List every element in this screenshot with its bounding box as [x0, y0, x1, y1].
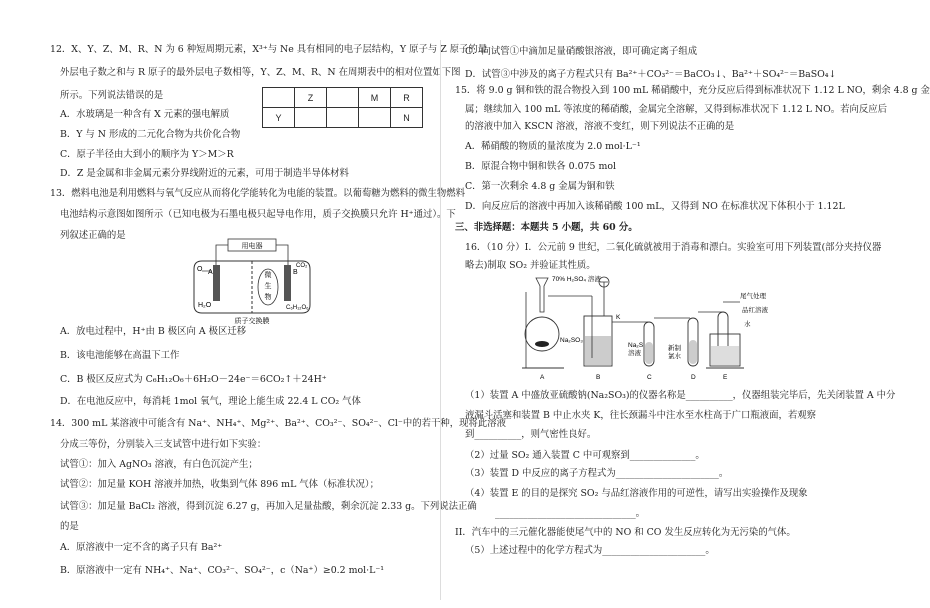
q16-part1-line1: （1）装置 A 中盛放亚硫酸钠(Na₂SO₃)的仪器名称是__________，仪器组装完毕后，先关闭装置 A 中分: [465, 390, 896, 401]
salt-label: Na₂SO₃: [560, 337, 583, 344]
q12-periodic-table: [262, 87, 423, 128]
q12-option-a: A．水玻璃是一种含有 X 元素的强电解质: [60, 109, 230, 120]
table-cell: [327, 108, 359, 128]
q16-part2: （2）过量 SO₂ 通入装置 C 中可观察到______________。: [465, 450, 705, 461]
electrode-b-label: B: [293, 269, 298, 276]
acid-label: 70% H₂SO₄ 溶液: [552, 276, 601, 283]
tube-c-liquid: [645, 342, 653, 364]
q16-part2-heading: II．汽车中的三元催化器能使尾气中的 NO 和 CO 发生反应转化为无污染的气体。: [455, 527, 796, 538]
o2-label: O: [197, 266, 203, 273]
co2-label: CO₂: [296, 263, 308, 269]
q14-stem-line2: 分成三等份，分别装入三支试管中进行如下实验：: [60, 439, 267, 450]
table-cell: Y: [263, 108, 295, 128]
q14-option-c: C．向试管①中滴加足量硝酸银溶液，即可确定离子组成: [465, 46, 698, 57]
q16-stem-line2: 略去)制取 SO₂ 并验证其性质。: [465, 260, 596, 271]
q15-option-a: A．稀硝酸的物质的量浓度为 2.0 mol·L⁻¹: [465, 141, 641, 152]
microbe-label-3: 物: [264, 294, 272, 301]
apparatus-label-a: A: [540, 374, 545, 381]
q12-stem-line3: 所示。下列说法错误的是: [60, 90, 164, 101]
clamp-k-label: K: [616, 314, 621, 321]
q14-option-b: B．原溶液中一定有 NH₄⁺、Na⁺、CO₃²⁻、SO₄²⁻，c（Na⁺）≥0.2 mol·L⁻¹: [60, 565, 385, 576]
electrode-a: [213, 265, 220, 301]
water-label: 水: [744, 321, 751, 328]
q16-part4-line1: （4）装置 E 的目的是探究 SO₂ 与品红溶液作用的可逆性，请写出实验操作及现象: [465, 488, 808, 499]
q12-option-d: D．Z 是金属和非金属元素分界线附近的元素，可用于制造半导体材料: [60, 168, 349, 179]
electrode-b: [284, 265, 291, 301]
fuel-cell-diagram: [188, 237, 318, 325]
na2s-solution-label: 溶液: [628, 350, 641, 357]
glucose-label: C₆H₁₂O₆: [286, 305, 309, 311]
q14-test3: 试管③：加足量 BaCl₂ 溶液，得到沉淀 6.27 g，再加入足量盐酸，剩余沉淀 2.33 g。下列说法正确: [60, 501, 477, 512]
table-cell: M: [359, 88, 391, 108]
chlorine-water-label-2: 氯水: [668, 353, 681, 360]
table-cell: N: [391, 108, 423, 128]
solid-reagent: [535, 341, 549, 347]
q14-test2: 试管②：加足量 KOH 溶液并加热，收集到气体 896 mL 气体（标准状况）；: [60, 479, 379, 490]
q12-stem-line1: 12．X、Y、Z、M、R、N 为 6 种短周期元素，X³⁺与 Ne 具有相同的电子层结构，Y 原子与 Z 原子的最: [50, 44, 488, 55]
table-row: [263, 88, 423, 108]
q16-part1-line2: 液漏斗活塞和装置 B 中止水夹 K，往长颈漏斗中注水至水柱高于广口瓶液面，若观察: [465, 410, 816, 421]
q13-stem-line3: 列叙述正确的是: [60, 230, 126, 241]
q13-stem-line1: 13．燃料电池是利用燃料与氧气反应从而将化学能转化为电能的装置。以葡萄糖为燃料的微生物燃料: [50, 188, 466, 199]
q14-test3-end: 的是: [60, 521, 79, 532]
q15-stem-line2: 属；继续加入 100 mL 等浓度的稀硝酸，金属完全溶解，又得到标准状况下 1.12 L NO。若向反应后: [465, 104, 888, 115]
q16-stem-line1: 16．（10 分）I．公元前 9 世纪，二氧化硫就被用于消毒和漂白。实验室可用下列装置(部分夹持仪器: [465, 242, 882, 253]
q14-test1: 试管①：加入 AgNO₃ 溶液，有白色沉淀产生；: [60, 459, 258, 470]
q13-option-d: D．在电池反应中，每消耗 1mol 氧气，理论上能生成 22.4 L CO₂ 气体: [60, 396, 361, 407]
q13-option-b: B．该电池能够在高温下工作: [60, 350, 180, 361]
wire-right: [276, 245, 288, 265]
apparatus-label-d: D: [691, 374, 696, 381]
apparatus-label-c: C: [647, 374, 652, 381]
q13-stem-line2: 电池结构示意图如图所示（已知电极为石墨电极只起导电作用，质子交换膜只允许 H⁺通过）。下: [60, 209, 456, 220]
q15-option-d: D．向反应后的溶液中再加入该稀硝酸 100 mL，又得到 NO 在标准状况下体积小于 1.12L: [465, 201, 845, 212]
microbe-label-2: 生: [264, 283, 272, 290]
electrode-a-label: A: [208, 269, 213, 276]
beaker-water: [711, 346, 739, 365]
tube-d-liquid: [689, 340, 697, 364]
h2o-label: H₂O: [198, 302, 212, 309]
q14-option-a: A．原溶液中一定不含的离子只有 Ba²⁺: [60, 542, 223, 553]
q16-part1-line3: 到__________，则气密性良好。: [465, 429, 597, 440]
table-cell: [295, 108, 327, 128]
separatory-funnel: [536, 278, 548, 312]
q13-option-a: A．放电过程中，H⁺由 B 极区向 A 极区迁移: [60, 326, 247, 337]
na2s-label: Na₂S: [628, 342, 644, 349]
q15-stem-line3: 的溶液中加入 KSCN 溶液，溶液不变红，则下列说法不正确的是: [465, 121, 735, 132]
device-label: 用电器: [241, 243, 263, 250]
chlorine-water-label-1: 新制: [668, 345, 681, 352]
q16-part4-line2: ______________________________。: [495, 508, 646, 519]
q12-stem-line2: 外层电子数之和与 R 原子的最外层电子数相等，Y、Z、M、R、N 在周期表中的相对位置如下图: [60, 67, 461, 78]
apparatus-label-b: B: [596, 374, 601, 381]
wire-left: [216, 245, 228, 265]
q14-option-d: D．试管③中涉及的离子方程式只有 Ba²⁺＋CO₃²⁻＝BaCO₃↓、Ba²⁺＋SO₄²⁻＝BaSO₄↓: [465, 69, 837, 80]
q16-part3: （3）装置 D 中反应的离子方程式为______________________。: [465, 468, 729, 479]
bottle-b-liquid: [585, 336, 611, 365]
table-cell: R: [391, 88, 423, 108]
microbe-label-1: 微: [264, 272, 272, 279]
table-cell: [359, 108, 391, 128]
so2-apparatus-diagram: [518, 272, 770, 382]
table-cell: [263, 88, 295, 108]
q15-option-c: C．第一次剩余 4.8 g 金属为铜和铁: [465, 181, 615, 192]
membrane-label: 质子交换膜: [234, 318, 270, 325]
q15-stem-line1: 15．将 9.0 g 铜和铁的混合物投入到 100 mL 稀硝酸中，充分反应后得到标准状况下 1.12 L NO，剩余 4.8 g 金: [455, 85, 930, 96]
table-cell: Z: [295, 88, 327, 108]
q12-option-c: C．原子半径由大到小的顺序为 Y＞M＞R: [60, 149, 234, 160]
q12-option-b: B．Y 与 N 形成的二元化合物为共价化合物: [60, 129, 241, 140]
table-row: [263, 108, 423, 128]
section-heading: 三、非选择题：本题共 5 小题，共 60 分。: [455, 222, 638, 233]
q15-option-b: B．原混合物中铜和铁各 0.075 mol: [465, 161, 616, 172]
table-cell: [327, 88, 359, 108]
q16-part5: （5）上述过程中的化学方程式为______________________。: [465, 545, 715, 556]
column-divider: [440, 40, 441, 600]
red-dye-label: 品红溶液: [742, 307, 768, 314]
tail-gas-label: 尾气处理: [740, 293, 766, 300]
q13-option-c: C．B 极区反应式为 C₆H₁₂O₆＋6H₂O－24e⁻＝6CO₂↑＋24H⁺: [60, 374, 327, 385]
q14-stem-line1: 14．300 mL 某溶液中可能含有 Na⁺、NH₄⁺、Mg²⁺、Ba²⁺、CO₃²⁻、SO₄²⁻、Cl⁻中的若干种，现将此溶液: [50, 418, 506, 429]
apparatus-label-e: E: [723, 374, 728, 381]
